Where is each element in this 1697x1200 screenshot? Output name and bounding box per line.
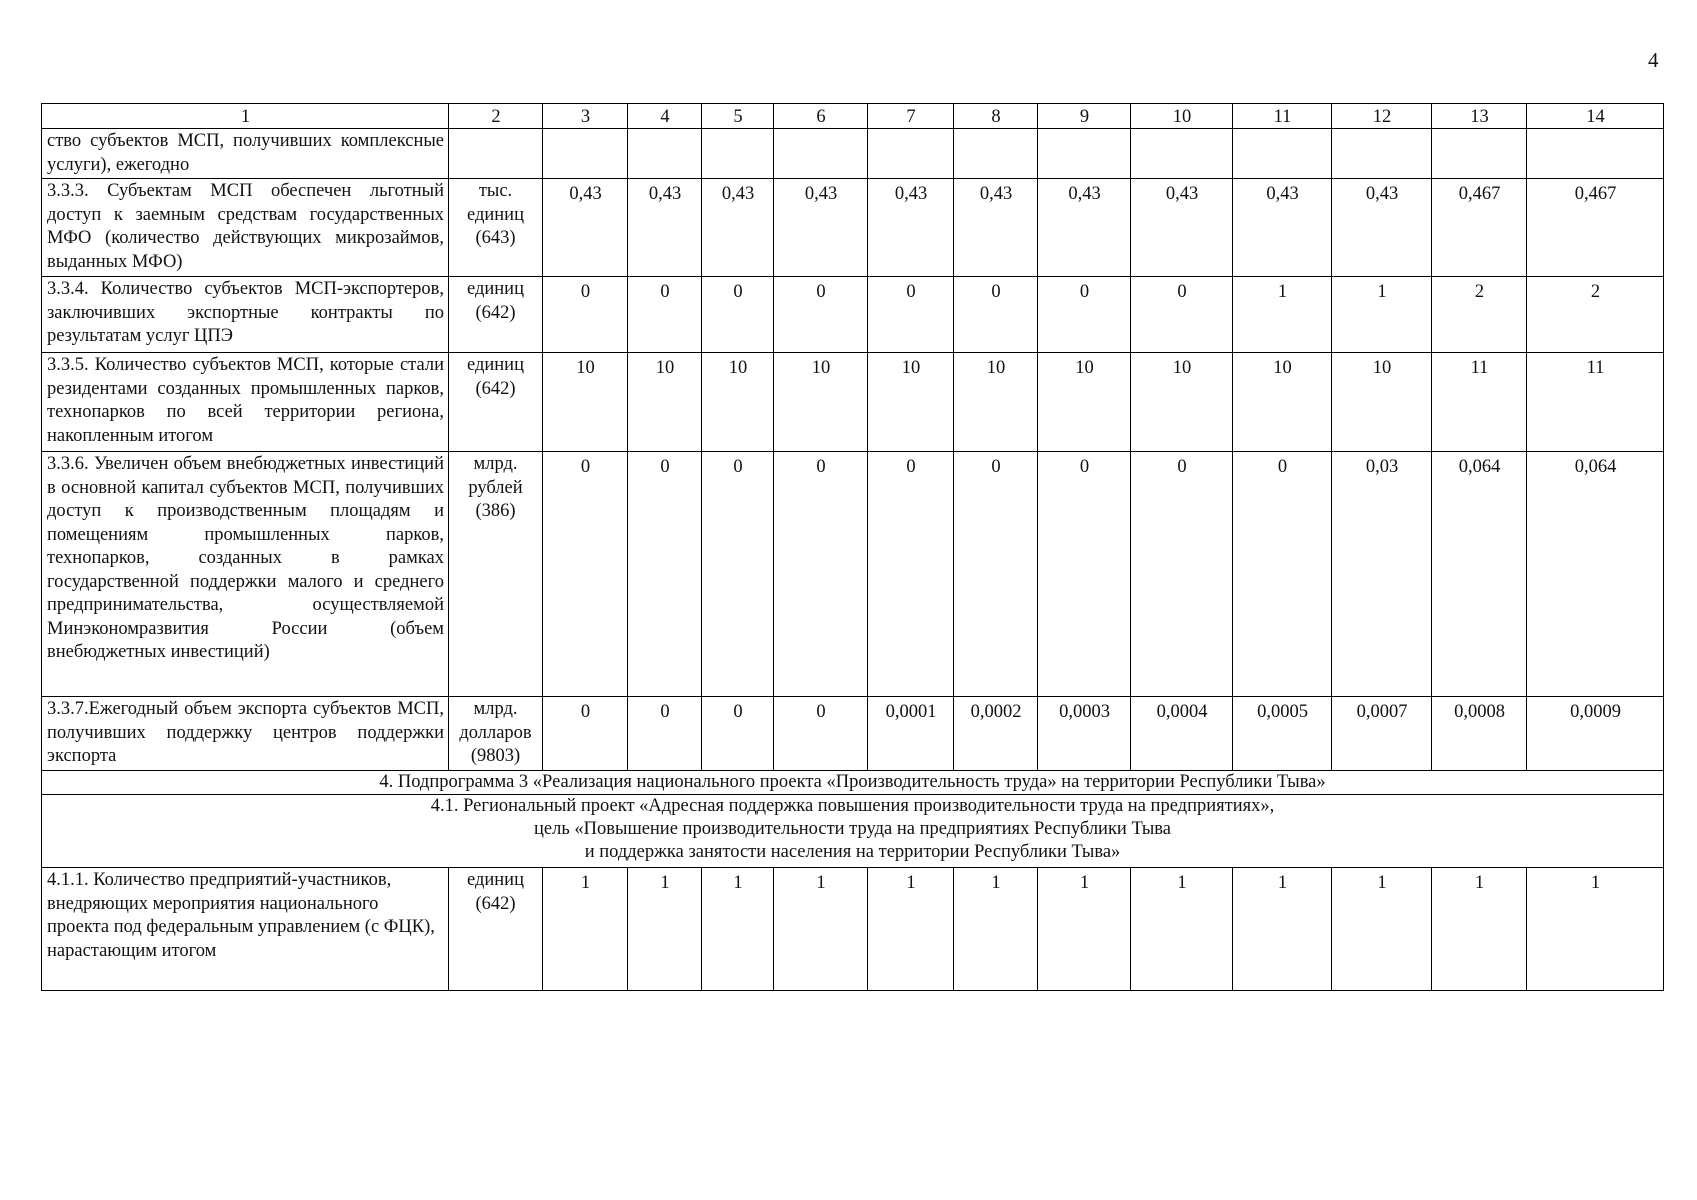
- value-cell: 0: [954, 277, 1038, 353]
- table-row: [42, 129, 1664, 179]
- value-cell: 2: [1432, 277, 1527, 353]
- value-cell: [543, 129, 628, 179]
- table-row: [42, 697, 1664, 771]
- value-cell: 0,0003: [1038, 697, 1131, 771]
- table-row: [42, 277, 1664, 353]
- value-cell: 1: [1332, 868, 1432, 991]
- value-cell: 0,43: [543, 179, 628, 277]
- value-cell: 1: [1233, 277, 1332, 353]
- value-cell: 0,064: [1527, 452, 1664, 697]
- value-cell: 10: [1038, 353, 1131, 452]
- column-number: 12: [1332, 104, 1432, 129]
- unit-cell: млрд. рублей (386): [449, 452, 543, 697]
- table-row: [42, 452, 1664, 697]
- value-cell: 0: [628, 452, 702, 697]
- value-cell: 0,467: [1432, 179, 1527, 277]
- unit-cell: млрд. долларов (9803): [449, 697, 543, 771]
- indicator-name: 4.1.1. Количество предприятий-участников, внедряющих мероприятия национального проекта под федеральным управлением (с ФЦК), нарастающим итогом: [42, 868, 449, 991]
- value-cell: 0: [1131, 452, 1233, 697]
- section-heading: 4. Подпрограмма 3 «Реализация национального проекта «Производительность труда» на территории Республики Тыва»: [42, 771, 1664, 795]
- column-number: 13: [1432, 104, 1527, 129]
- project-heading-line: 4.1. Региональный проект «Адресная поддержка повышения производительности труда на предприятиях»,: [430, 796, 1275, 816]
- value-cell: 0,0009: [1527, 697, 1664, 771]
- column-number: 2: [449, 104, 543, 129]
- value-cell: 10: [1233, 353, 1332, 452]
- column-number: 14: [1527, 104, 1664, 129]
- value-cell: 10: [1332, 353, 1432, 452]
- column-number: 7: [868, 104, 954, 129]
- value-cell: 0,0008: [1432, 697, 1527, 771]
- column-number-row: [42, 104, 1664, 129]
- value-cell: 0: [1131, 277, 1233, 353]
- value-cell: 0,03: [1332, 452, 1432, 697]
- value-cell: 0,0001: [868, 697, 954, 771]
- column-number: 5: [702, 104, 774, 129]
- value-cell: 1: [1527, 868, 1664, 991]
- value-cell: [628, 129, 702, 179]
- value-cell: 10: [628, 353, 702, 452]
- unit-cell: [449, 129, 543, 179]
- value-cell: [868, 129, 954, 179]
- value-cell: 0: [543, 697, 628, 771]
- value-cell: [1432, 129, 1527, 179]
- table-row: [42, 868, 1664, 991]
- value-cell: 0,0004: [1131, 697, 1233, 771]
- value-cell: 10: [954, 353, 1038, 452]
- value-cell: 10: [868, 353, 954, 452]
- value-cell: 0: [868, 277, 954, 353]
- value-cell: 0,0007: [1332, 697, 1432, 771]
- project-heading-row: [42, 795, 1664, 868]
- column-number: 8: [954, 104, 1038, 129]
- project-heading-line: и поддержка занятости населения на территории Республики Тыва»: [584, 842, 1121, 862]
- value-cell: 10: [702, 353, 774, 452]
- indicator-name: 3.3.6. Увеличен объем внебюджетных инвестиций в основной капитал субъектов МСП, получивших доступ к производственным площадям и помещениям промышленных парков, технопарков, созданных в рамках государственной поддержки малого и среднего предпринимательства, осуществляемой Минэкономразвития России (объем внебюджетных инвестиций): [42, 452, 449, 697]
- value-cell: 1: [774, 868, 868, 991]
- value-cell: 0: [702, 697, 774, 771]
- column-number: 11: [1233, 104, 1332, 129]
- indicators-table: [41, 103, 1664, 991]
- unit-cell: единиц (642): [449, 868, 543, 991]
- value-cell: [1332, 129, 1432, 179]
- column-number: 6: [774, 104, 868, 129]
- indicators-table-container: [41, 103, 1663, 991]
- unit-cell: единиц (642): [449, 277, 543, 353]
- value-cell: 10: [1131, 353, 1233, 452]
- value-cell: 0,467: [1527, 179, 1664, 277]
- value-cell: [774, 129, 868, 179]
- column-number: 4: [628, 104, 702, 129]
- value-cell: 10: [774, 353, 868, 452]
- value-cell: 11: [1527, 353, 1664, 452]
- value-cell: 0: [1038, 452, 1131, 697]
- value-cell: 1: [628, 868, 702, 991]
- value-cell: 0: [543, 277, 628, 353]
- value-cell: 0: [628, 277, 702, 353]
- value-cell: 1: [1332, 277, 1432, 353]
- unit-cell: единиц (642): [449, 353, 543, 452]
- indicator-name: 3.3.7.Ежегодный объем экспорта субъектов МСП, получивших поддержку центров поддержки экспорта: [42, 697, 449, 771]
- value-cell: [1131, 129, 1233, 179]
- value-cell: 0,43: [1038, 179, 1131, 277]
- column-number: 3: [543, 104, 628, 129]
- value-cell: [1233, 129, 1332, 179]
- page-number: 4: [1648, 48, 1659, 72]
- value-cell: 1: [702, 868, 774, 991]
- indicator-name: 3.3.4. Количество субъектов МСП-экспортеров, заключивших экспортные контракты по результатам услуг ЦПЭ: [42, 277, 449, 353]
- value-cell: 0,43: [774, 179, 868, 277]
- value-cell: [954, 129, 1038, 179]
- value-cell: 1: [1131, 868, 1233, 991]
- value-cell: 0: [543, 452, 628, 697]
- value-cell: [1527, 129, 1664, 179]
- value-cell: 0,064: [1432, 452, 1527, 697]
- value-cell: 0,43: [628, 179, 702, 277]
- value-cell: 0: [868, 452, 954, 697]
- value-cell: 0: [1038, 277, 1131, 353]
- value-cell: 0,43: [954, 179, 1038, 277]
- value-cell: 0: [774, 697, 868, 771]
- column-number: 10: [1131, 104, 1233, 129]
- value-cell: 1: [1233, 868, 1332, 991]
- column-number: 9: [1038, 104, 1131, 129]
- table-row: [42, 179, 1664, 277]
- value-cell: 0: [702, 277, 774, 353]
- value-cell: 0,0005: [1233, 697, 1332, 771]
- value-cell: 0: [774, 277, 868, 353]
- value-cell: 0,43: [1332, 179, 1432, 277]
- table-row: [42, 353, 1664, 452]
- value-cell: 0: [954, 452, 1038, 697]
- value-cell: 11: [1432, 353, 1527, 452]
- project-heading: [42, 795, 1664, 868]
- project-heading-line: цель «Повышение производительности труда на предприятиях Республики Тыва: [534, 819, 1171, 839]
- indicator-name: 3.3.3. Субъектам МСП обеспечен льготный доступ к заемным средствам государственных МФО (количество действующих микрозаймов, выданных МФО): [42, 179, 449, 277]
- value-cell: 0,43: [1131, 179, 1233, 277]
- value-cell: 2: [1527, 277, 1664, 353]
- value-cell: 0: [774, 452, 868, 697]
- value-cell: 0,0002: [954, 697, 1038, 771]
- value-cell: 10: [543, 353, 628, 452]
- column-number: 1: [42, 104, 449, 129]
- section-heading-row: [42, 771, 1664, 795]
- value-cell: 0,43: [1233, 179, 1332, 277]
- value-cell: 0,43: [868, 179, 954, 277]
- value-cell: 1: [1432, 868, 1527, 991]
- value-cell: 0,43: [702, 179, 774, 277]
- indicator-name: 3.3.5. Количество субъектов МСП, которые стали резидентами созданных промышленных парков, технопарков по всей территории региона, накопленным итогом: [42, 353, 449, 452]
- value-cell: 0: [702, 452, 774, 697]
- value-cell: [1038, 129, 1131, 179]
- value-cell: 1: [868, 868, 954, 991]
- value-cell: 0: [628, 697, 702, 771]
- indicator-name: ство субъектов МСП, получивших комплексные услуги), ежегодно: [42, 129, 449, 179]
- value-cell: 0: [1233, 452, 1332, 697]
- unit-cell: тыс. единиц (643): [449, 179, 543, 277]
- value-cell: 1: [543, 868, 628, 991]
- value-cell: [702, 129, 774, 179]
- value-cell: 1: [954, 868, 1038, 991]
- value-cell: 1: [1038, 868, 1131, 991]
